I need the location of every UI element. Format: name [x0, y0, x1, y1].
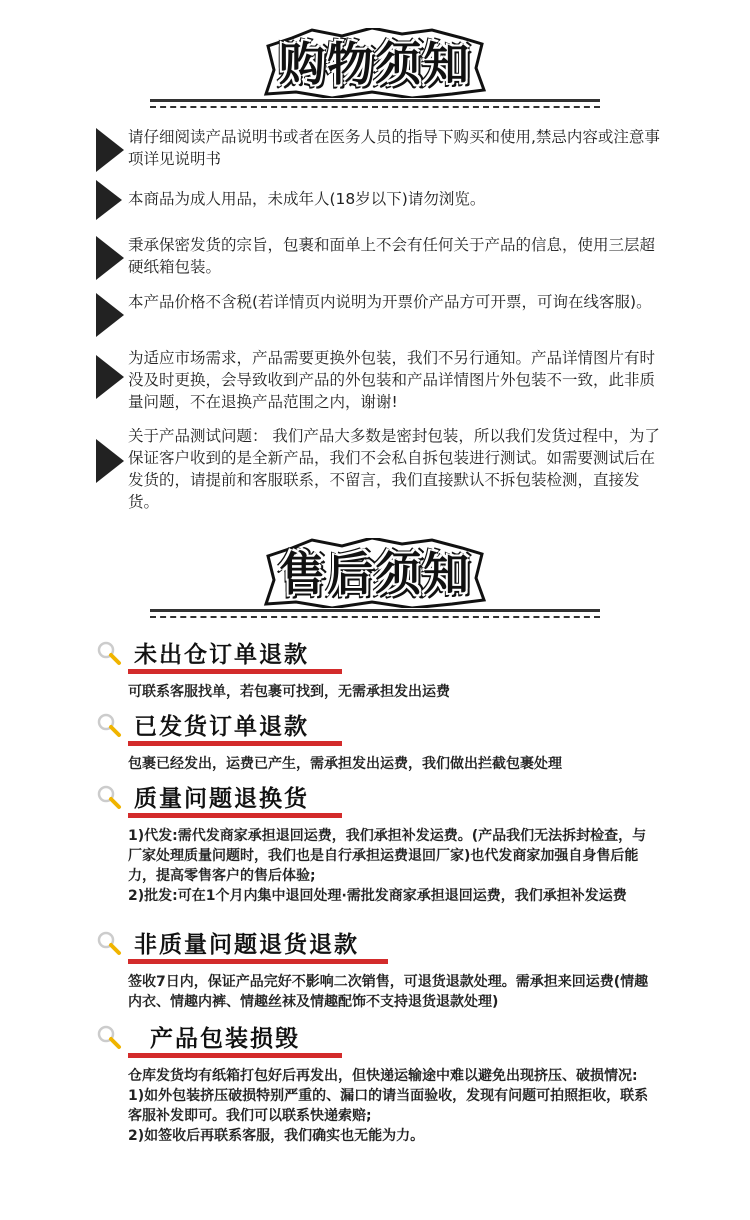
shopping-title-banner [0, 34, 750, 94]
shopping-title-dashed-rule [150, 106, 600, 108]
shopping-title-rule [150, 99, 600, 102]
triangle-marker-icon [96, 180, 122, 220]
section-heading-label: 未出仓订单退款 [134, 642, 309, 668]
section-heading-label: 已发货订单退款 [134, 714, 309, 740]
shopping-note-2 [96, 180, 666, 210]
aftersale-title-rule [150, 609, 600, 612]
section-heading [128, 1024, 306, 1060]
shopping-note-text: 本商品为成人用品，未成年人(18岁以下)请勿浏览。 [128, 190, 486, 208]
triangle-marker-icon [96, 128, 124, 172]
shopping-title: 购物须知 [279, 37, 471, 91]
section-body: 签收7日内，保证产品完好不影响二次销售，可退货退款处理。需承担来回运费(情趣内衣、情趣内裤、情趣丝袜及情趣配饰不支持退货退款处理) [128, 974, 649, 1010]
section-heading-label: 产品包装损毁 [150, 1026, 300, 1052]
section-body: 仓库发货均有纸箱打包好后再发出，但快递运输途中难以避免出现挤压、破损情况: 1)如外包装挤压破损特别严重的、漏口的请当面验收，发现有问题可拍照拒收，联系客服补发即可。我们可以联系快递索赔; 2)如签收后再联系客服，我们确实也无能为力。 [128, 1068, 649, 1144]
triangle-marker-icon [96, 293, 124, 337]
shopping-note-text: 本产品价格不含税(若详情页内说明为开票价产品方可开票，可询在线客服)。 [128, 293, 652, 311]
triangle-marker-icon [96, 236, 124, 280]
shopping-note-5 [96, 347, 666, 413]
aftersale-title-banner [0, 544, 750, 604]
section-heading-label: 质量问题退换货 [134, 786, 309, 812]
section-heading [128, 712, 315, 748]
aftersale-title: 售后须知 [279, 547, 471, 601]
triangle-marker-icon [96, 355, 124, 399]
section-heading-label: 非质量问题退货退款 [134, 932, 359, 958]
triangle-marker-icon [96, 439, 124, 483]
shopping-note-text: 为适应市场需求，产品需要更换外包装，我们不另行通知。产品详情图片有时没及时更换，会导致收到产品的外包装和产品详情图片外包装不一致，此非质量问题，不在退换产品范围之内，谢谢! [128, 349, 656, 411]
magnifier-icon [96, 930, 122, 956]
magnifier-icon [96, 640, 122, 666]
shopping-note-text: 秉承保密发货的宗旨，包裹和面单上不会有任何关于产品的信息，使用三层超硬纸箱包装。 [128, 236, 656, 276]
aftersale-title-dashed-rule [150, 616, 600, 618]
magnifier-icon [96, 1024, 122, 1050]
section-body: 1)代发:需代发商家承担退回运费，我们承担补发运费。(产品我们无法拆封检查，与厂家处理质量问题时，我们也是自行承担运费退回厂家)也代发商家加强自身售后能力，提高零售客户的售后体验; 2)批发:可在1个月内集中退回处理·需批发商家承担退回运费，我们承担补发运费 [128, 828, 647, 904]
shopping-note-3 [96, 234, 666, 278]
section-body: 可联系客服找单，若包裹可找到，无需承担发出运费 [128, 684, 450, 700]
section-heading [128, 640, 315, 676]
section-heading [128, 784, 315, 820]
shopping-note-text: 请仔细阅读产品说明书或者在医务人员的指导下购买和使用,禁忌内容或注意事项详见说明书 [128, 128, 660, 168]
magnifier-icon [96, 784, 122, 810]
shopping-note-4 [96, 291, 666, 313]
magnifier-icon [96, 712, 122, 738]
shopping-note-1 [96, 126, 666, 170]
shopping-note-6 [96, 425, 666, 513]
shopping-note-text: 关于产品测试问题： 我们产品大多数是密封包装，所以我们发货过程中，为了保证客户收到的是全新产品，我们不会私自拆包装进行测试。如需要测试后在发货的，请提前和客服联系，不留言，我们直接默认不拆包装检测，直接发货。 [128, 427, 660, 511]
section-heading [128, 930, 365, 966]
section-body: 包裹已经发出，运费已产生，需承担发出运费，我们做出拦截包裹处理 [128, 756, 562, 772]
